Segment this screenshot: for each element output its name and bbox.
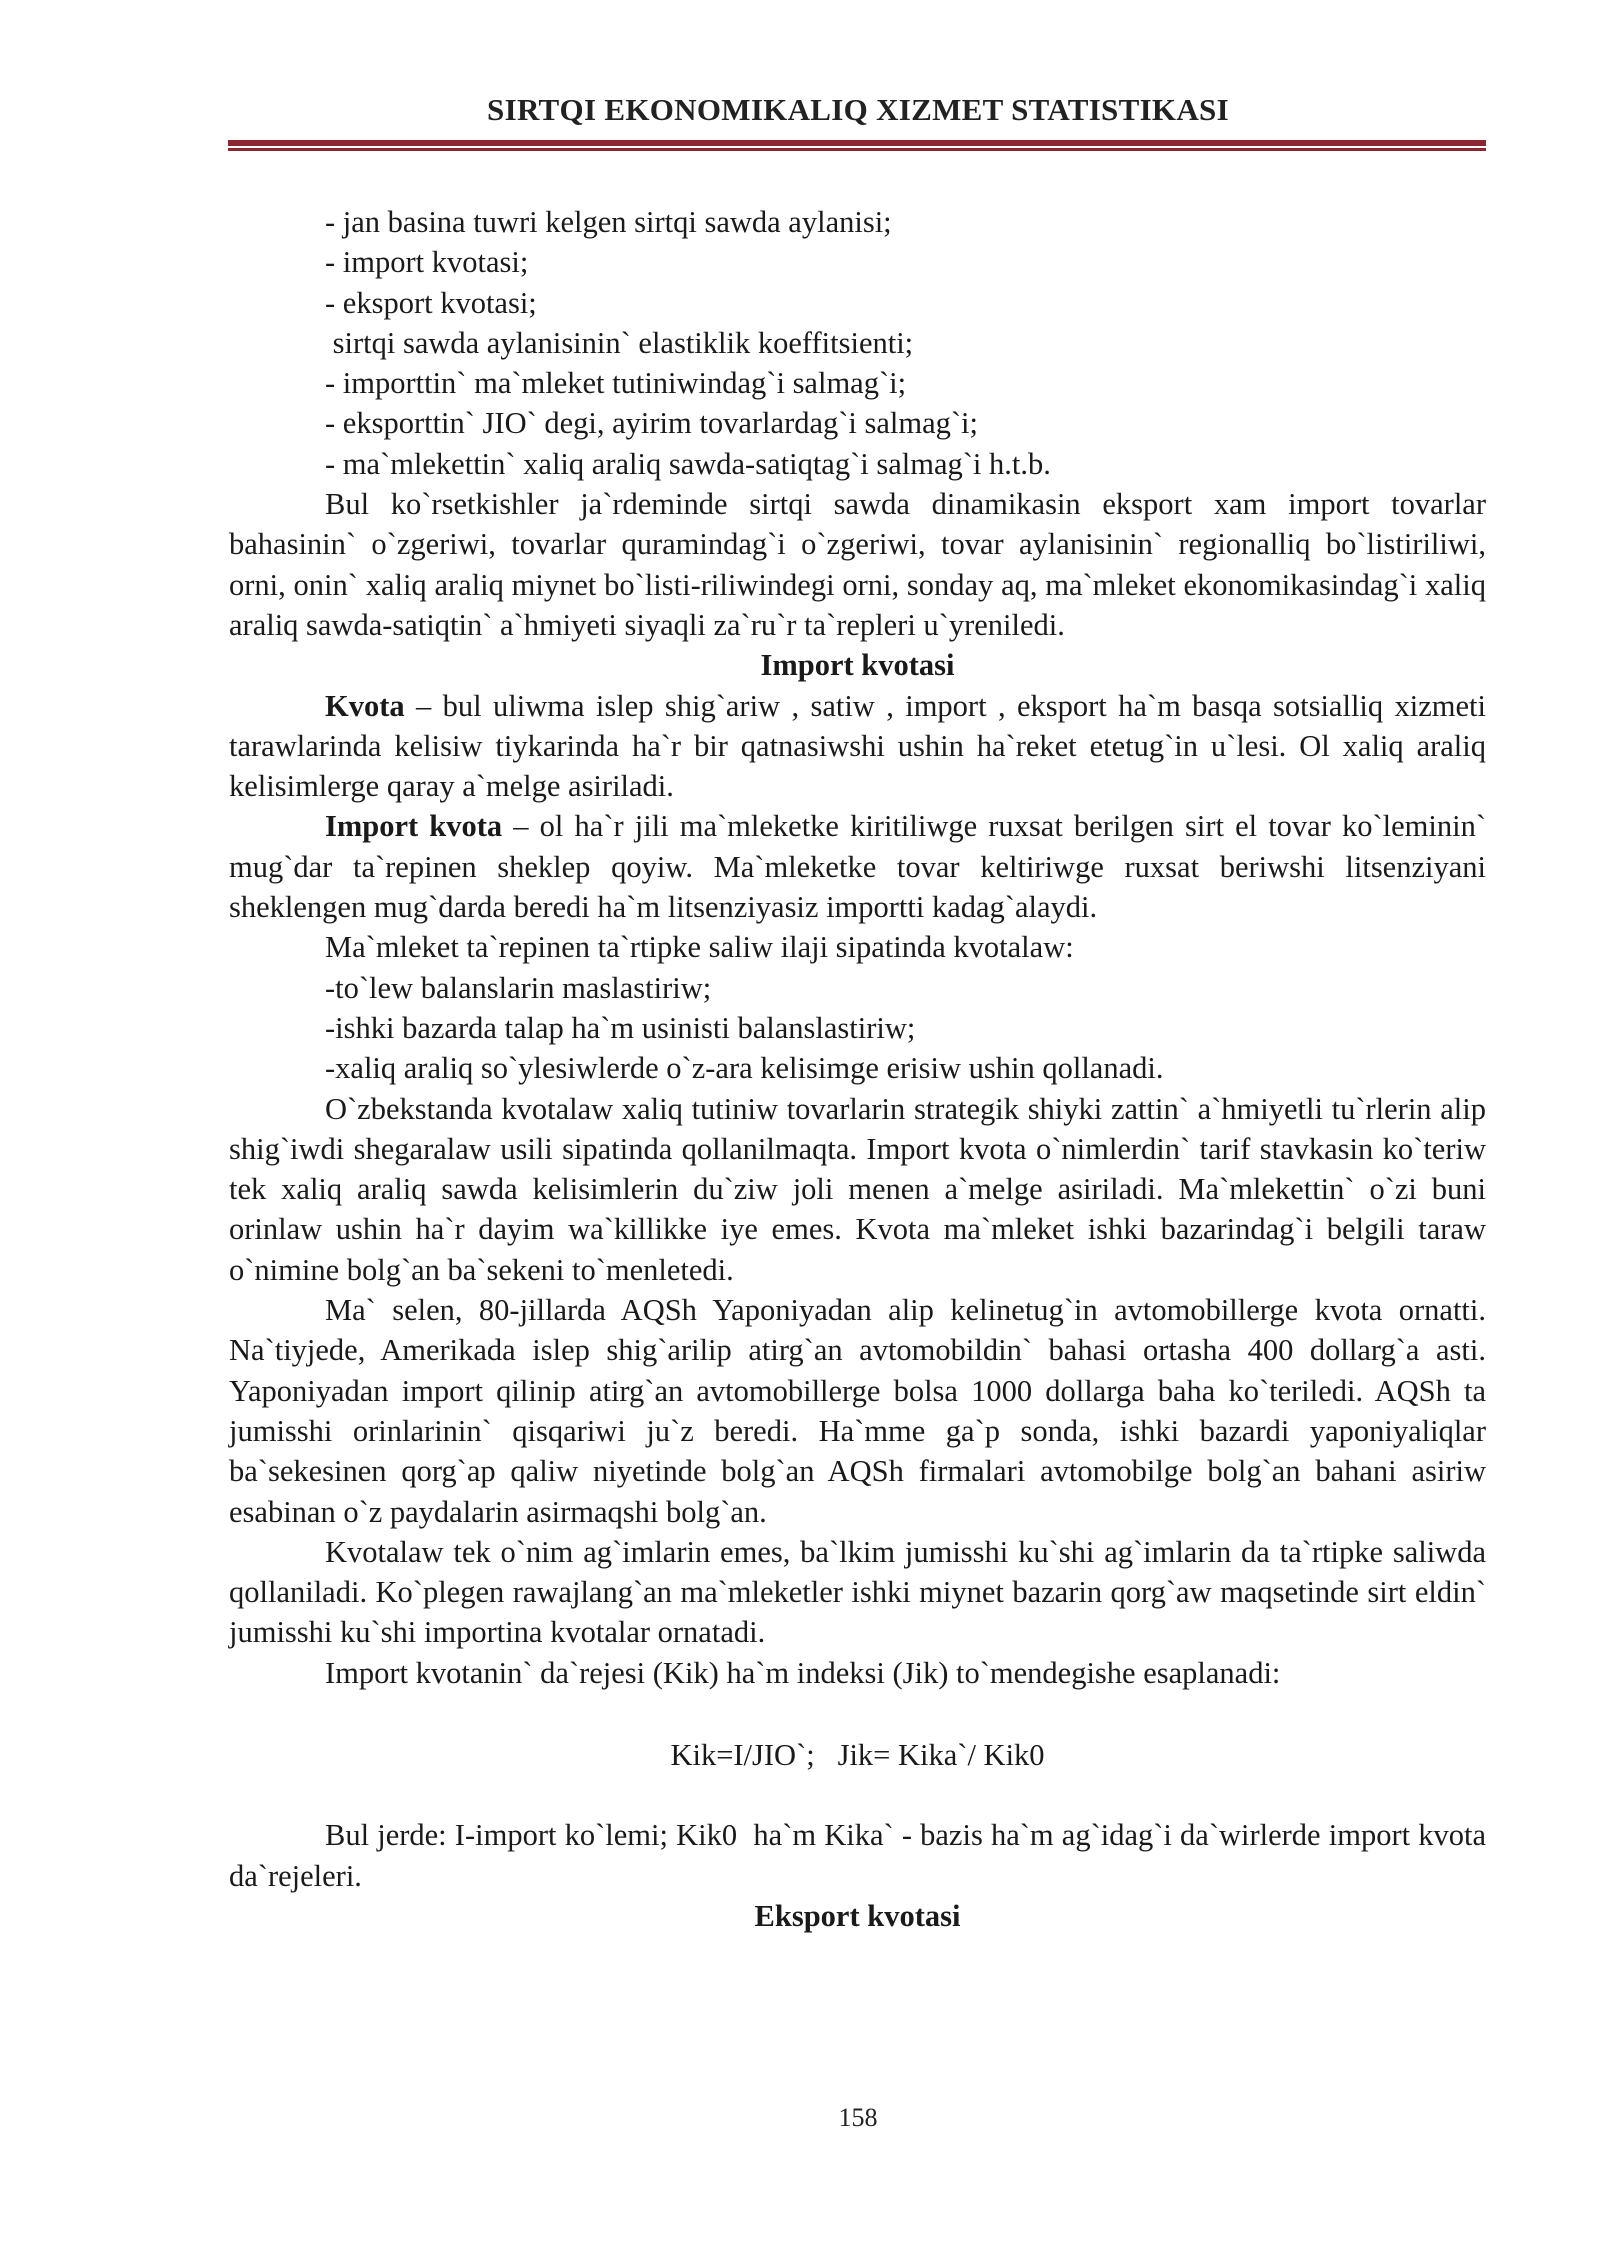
formula: Kik=I/JIO`; Jik= Kika`/ Kik0	[670, 1737, 1045, 1772]
paragraph-uzbekistan: O`zbekstanda kvotalaw xaliq tutiniw tovarlarin strategik shiyki zattin` a`hmiyetli tu`rlerin alip shig`iwdi shegaralaw usili sipatinda qollanilmaqta. Import kvota o`nimlerdin` tarif stavkasin ko`teriw tek xaliq araliq sawda kelisimlerin du`ziw joli menen a`melge asiriladi. Ma`mlekettin` o`zi buni orinlaw ushin ha`r dayim wa`killikke iye emes. Kvota ma`mleket ishki bazarindag`i belgili taraw o`nimine bolg`an ba`sekeni to`menletedi.	[229, 1091, 1486, 1287]
list-item: - eksport kvotasi;	[325, 285, 537, 320]
list-item: -xaliq araliq so`ylesiwlerde o`z-ara kelisimge erisiw ushin qollanadi.	[325, 1051, 1164, 1086]
page-body	[229, 202, 1494, 1936]
list-item: - ma`mlekettin` xaliq araliq sawda-satiqtag`i salmag`i h.t.b.	[325, 446, 1051, 481]
list-item: - jan basina tuwri kelgen sirtqi sawda aylanisi;	[325, 205, 892, 239]
header-rule	[228, 140, 1486, 151]
paragraph-labor-quota: Kvotalaw tek o`nim ag`imlarin emes, ba`lkim jumisshi ku`shi ag`imlarin da ta`rtipke saliwda qollaniladi. Ko`plegen rawajlang`an ma`mleketler ishki miynet bazarin qorg`aw maqsetinde sirt eldin` jumisshi ku`shi importina kvotalar ornatadi.	[229, 1534, 1486, 1650]
paragraph-formula-explanation: Bul jerde: I-import ko`lemi; Kik0 ha`m Kika` - bazis ha`m ag`idag`i da`wirlerde import kvota da`rejeleri.	[229, 1818, 1494, 1893]
paragraph-indicators: Bul ko`rsetkishler ja`rdeminde sirtqi sawda dinamikasin eksport xam import tovarlar bahasinin` o`zgeriwi, tovarlar quramindag`i o`zgeriwi, tovar aylanisinin` regionalliq bo`listiriliwi, orni, onin` xaliq araliq miynet bo`listi-riliwindegi orni, sonday aq, ma`mleket ekonomikasindag`i xaliq araliq sawda-satiqtin` a`hmiyeti siyaqli za`ru`r ta`repleri u`yreniledi.	[229, 487, 1486, 642]
header-rule-thin	[228, 148, 1486, 151]
kvota-definition-text: – bul uliwma islep shig`ariw , satiw , import , eksport ha`m basqa sotsialliq xizmeti tarawlarinda kelisiw tiykarinda ha`r bir qatnasiwshi ushin ha`reket etetug`in u`lesi. Ol xaliq araliq kelisimlerge qaray a`melge asiriladi.	[229, 688, 1486, 804]
section-heading-import-kvotasi: Import kvotasi	[760, 648, 955, 683]
page-number: 158	[838, 2103, 878, 2132]
paragraph-import-kvota-definition	[229, 806, 1486, 927]
list-item: sirtqi sawda aylanisinin` elastiklik koeffitsienti;	[325, 325, 914, 360]
import-kvota-definition-text: – ol ha`r jili ma`mleketke kiritiliwge ruxsat berilgen sirt el tovar ko`leminin` mug`dar ta`repinen sheklep qoyiw. Ma`mleketke tovar keltiriwge ruxsat beriwshi litsenziyani sheklengen mug`darda beredi ha`m litsenziyasiz importti kadag`alaydi.	[229, 809, 1486, 925]
section-heading-eksport-kvotasi: Eksport kvotasi	[754, 1898, 961, 1933]
term-kvota: Kvota	[325, 688, 405, 723]
term-import-kvota: Import kvota	[325, 809, 503, 844]
running-header-title: SIRTQI EKONOMIKALIQ XIZMET STATISTIKASI	[487, 92, 1229, 127]
paragraph-formula-intro: Import kvotanin` da`rejesi (Kik) ha`m indeksi (Jik) to`mendegishe esaplanadi:	[325, 1655, 1281, 1690]
paragraph-kvota-definition	[229, 686, 1486, 807]
list-item: - import kvotasi;	[325, 245, 529, 280]
paragraph-kvotalaw-intro: Ma`mleket ta`repinen ta`rtipke saliw ilaji sipatinda kvotalaw:	[325, 930, 1074, 965]
list-item: -ishki bazarda talap ha`m usinisti balanslastiriw;	[325, 1010, 916, 1045]
list-item: - importtin` ma`mleket tutiniwindag`i salmag`i;	[325, 366, 907, 401]
paragraph-example-usa: Ma` selen, 80-jillarda AQSh Yaponiyadan alip kelinetug`in avtomobillerge kvota ornatti. Na`tiyjede, Amerikada islep shig`arilip atirg`an avtomobildin` bahasi ortasha 400 dollarg`a asti. Yaponiyadan import qilinip atirg`an avtomobillerge bolsa 1000 dollarga baha ko`teriledi. AQSh ta jumisshi orinlarinin` qisqariwi ju`z beredi. Ha`mme ga`p sonda, ishki bazardi yaponiyaliqlar ba`sekesinen qorg`ap qaliw niyetinde bolg`an AQSh firmalari avtomobilge bolg`an bahani asiriw esabinan o`z paydalarin asirmaqshi bolg`an.	[229, 1293, 1486, 1529]
list-item: - eksporttin` JIO` degi, ayirim tovarlardag`i salmag`i;	[325, 406, 979, 441]
list-item: -to`lew balanslarin maslastiriw;	[325, 970, 712, 1005]
